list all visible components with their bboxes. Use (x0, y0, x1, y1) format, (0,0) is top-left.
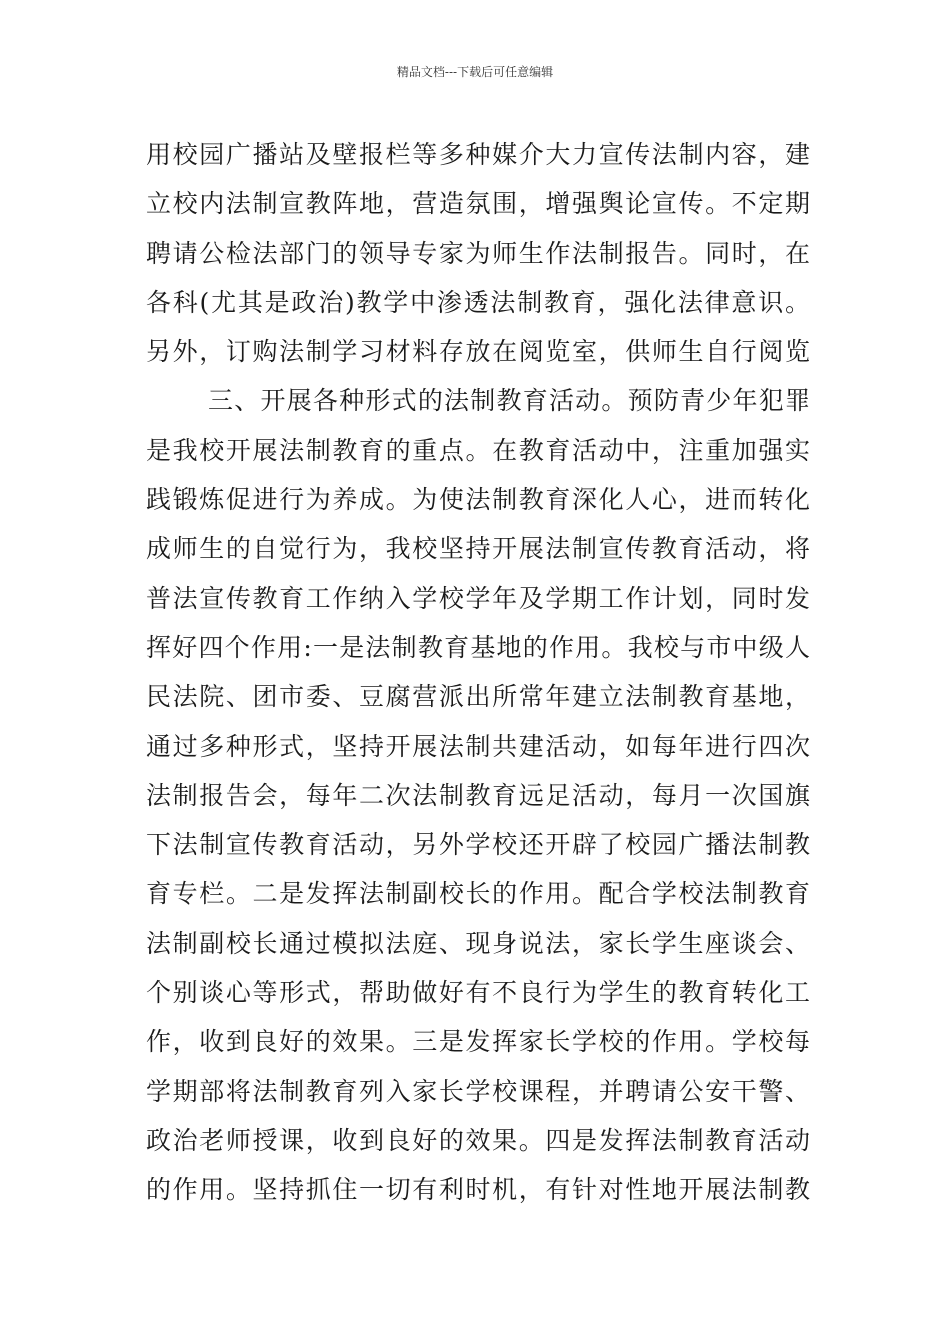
text-line: 践锻炼促进行为养成。为使法制教育深化人心，进而转化 (146, 485, 810, 515)
text-line: 通过多种形式，坚持开展法制共建活动，如每年进行四次 (146, 731, 810, 761)
text-line: 立校内法制宣教阵地，营造氛围，增强舆论宣传。不定期 (146, 189, 810, 219)
text-line: 下法制宣传教育活动，另外学校还开辟了校园广播法制教 (146, 830, 810, 860)
text-line: 是我校开展法制教育的重点。在教育活动中，注重加强实 (146, 435, 810, 465)
paragraph-start-line: 三、开展各种形式的法制教育活动。预防青少年犯罪 (208, 386, 810, 416)
text-line: 个别谈心等形式，帮助做好有不良行为学生的教育转化工 (146, 978, 810, 1008)
text-line: 聘请公检法部门的领导专家为师生作法制报告。同时，在 (146, 238, 810, 268)
text-line: 各科(尤其是政治)教学中渗透法制教育，强化法律意识。 (146, 287, 810, 317)
text-line: 用校园广播站及壁报栏等多种媒介大力宣传法制内容，建 (146, 140, 810, 169)
page-header: 精品文档---下载后可任意编辑 (396, 65, 554, 79)
text-line: 育专栏。二是发挥法制副校长的作用。配合学校法制教育 (146, 879, 810, 909)
text-line: 民法院、团市委、豆腐营派出所常年建立法制教育基地， (146, 682, 810, 712)
text-line: 另外，订购法制学习材料存放在阅览室，供师生自行阅览 (146, 337, 810, 367)
text-line: 的作用。坚持抓住一切有利时机，有针对性地开展法制教 (146, 1175, 810, 1205)
text-line: 法制报告会，每年二次法制教育远足活动，每月一次国旗 (146, 780, 810, 810)
text-line: 挥好四个作用:一是法制教育基地的作用。我校与市中级人 (146, 632, 810, 662)
text-line: 法制副校长通过模拟法庭、现身说法，家长学生座谈会、 (146, 928, 810, 958)
body-text (146, 130, 810, 1215)
text-line: 学期部将法制教育列入家长学校课程，并聘请公安干警、 (146, 1076, 810, 1106)
text-line: 政治老师授课，收到良好的效果。四是发挥法制教育活动 (146, 1125, 810, 1155)
text-line: 成师生的自觉行为，我校坚持开展法制宣传教育活动，将 (146, 534, 810, 564)
text-line: 普法宣传教育工作纳入学校学年及学期工作计划，同时发 (146, 583, 810, 613)
text-line: 作，收到良好的效果。三是发挥家长学校的作用。学校每 (146, 1027, 810, 1057)
